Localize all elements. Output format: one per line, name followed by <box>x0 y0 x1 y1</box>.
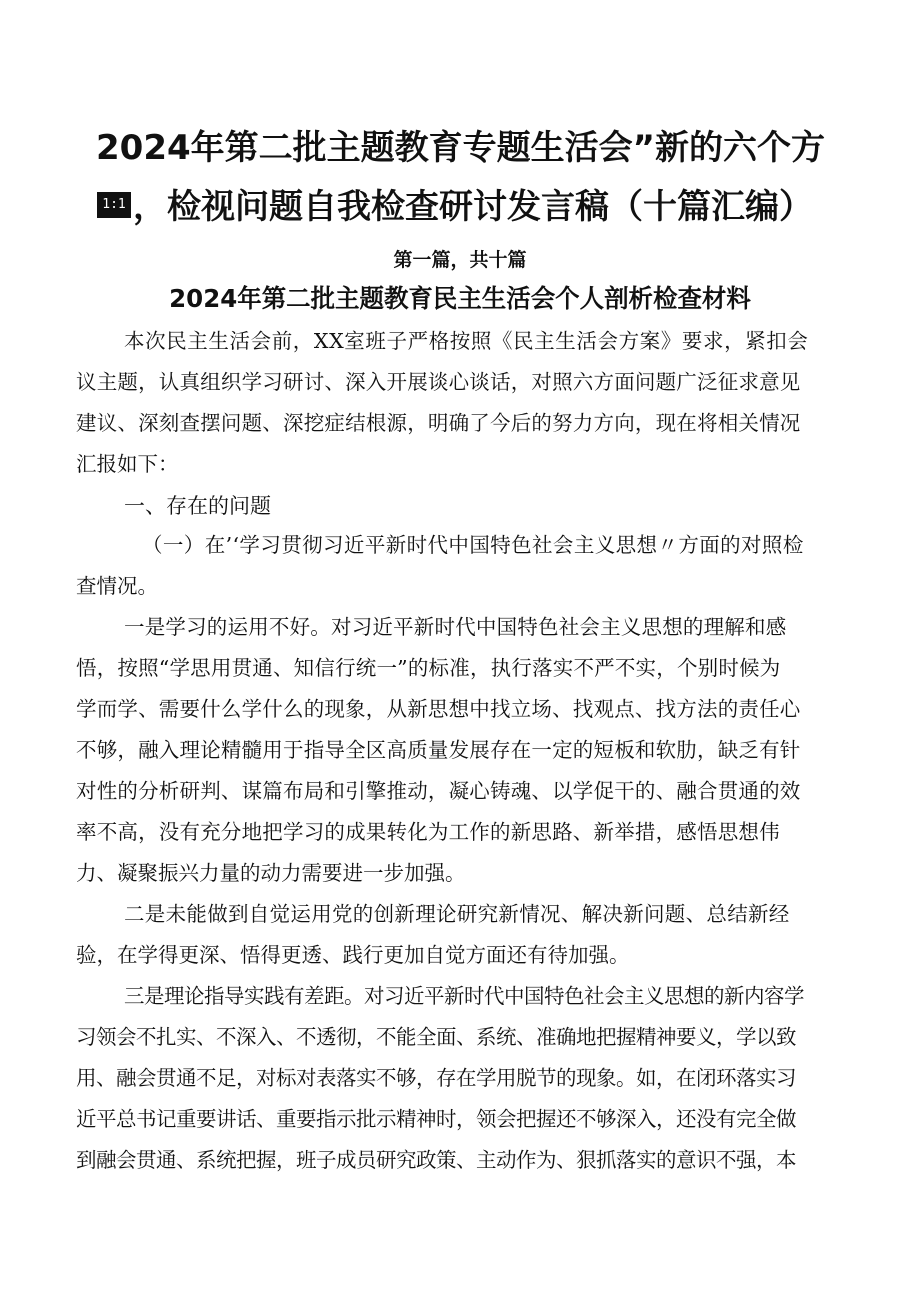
document-title-line-1: 2024年第二批主题教育专题生活会”新的六个方 <box>96 128 825 168</box>
body-line: 二是未能做到自觉运用党的创新理论研究新情况、解决新问题、总结新经 <box>124 902 790 926</box>
body-line: 三是理论指导实践有差距。对习近平新时代中国特色社会主义思想的新内容学 <box>124 984 804 1008</box>
body-line: 用、融会贯通不足，对标对表落实不够，存在学用脱节的现象。如，在闭环落实习 <box>76 1066 796 1090</box>
body-line: 率不高，没有充分地把学习的成果转化为工作的新思路、新举措，感悟思想伟 <box>76 820 780 844</box>
body-line: 一是学习的运用不好。对习近平新时代中国特色社会主义思想的理解和感 <box>124 615 787 639</box>
subtitle: 2024年第二批主题教育民主生活会个人剖析检查材料 <box>169 284 751 313</box>
document-title-line-2-text: ，检视问题自我检查研讨发言稿（十篇汇编） <box>133 187 813 227</box>
body-line: 对性的分析研判、谋篇布局和引擎推动，凝心铸魂、以学促干的、融合贯通的效 <box>76 779 801 803</box>
body-line: 学而学、需要什么学什么的现象，从新思想中找立场、找观点、找方法的责任心 <box>76 697 801 721</box>
body-line: 习领会不扎实、不深入、不透彻，不能全面、系统、准确地把握精神要义，学以致 <box>76 1025 796 1049</box>
body-line: 议主题，认真组织学习研讨、深入开展谈心谈话，对照六方面问题广泛征求意见 <box>76 370 801 394</box>
body-line: 验，在学得更深、悟得更透、践行更加自觉方面还有待加强。 <box>76 943 630 967</box>
title-mark-box: 1:1 <box>97 192 131 218</box>
body-line: 查情况。 <box>76 574 158 598</box>
document-title-line-2 <box>97 187 877 227</box>
body-line: 不够，融入理论精髓用于指导全区高质量发展存在一定的短板和软肋，缺乏有针 <box>76 738 801 762</box>
section-heading: 一、存在的问题 <box>124 494 271 518</box>
body-line: 力、凝聚振兴力量的动力需要进一步加强。 <box>76 861 466 885</box>
section-label: 第一篇，共十篇 <box>393 249 527 271</box>
body-line: （一）在’‘学习贯彻习近平新时代中国特色社会主义思想〃方面的对照检 <box>142 533 804 557</box>
body-line: 近平总书记重要讲话、重要指示批示精神时，领会把握还不够深入，还没有完全做 <box>76 1107 796 1131</box>
body-line: 汇报如下： <box>76 452 179 476</box>
body-line: 建议、深刻查摆问题、深挖症结根源，明确了今后的努力方向，现在将相关情况 <box>76 411 801 435</box>
body-line: 悟，按照“学思用贯通、知信行统一”的标准，执行落实不严不实，个别时候为 <box>76 656 781 680</box>
body-line: 到融会贯通、系统把握，班子成员研究政策、主动作为、狠抓落实的意识不强，本 <box>76 1148 796 1172</box>
body-line: 本次民主生活会前，XX室班子严格按照《民主生活会方案》要求，紧扣会 <box>124 329 809 353</box>
